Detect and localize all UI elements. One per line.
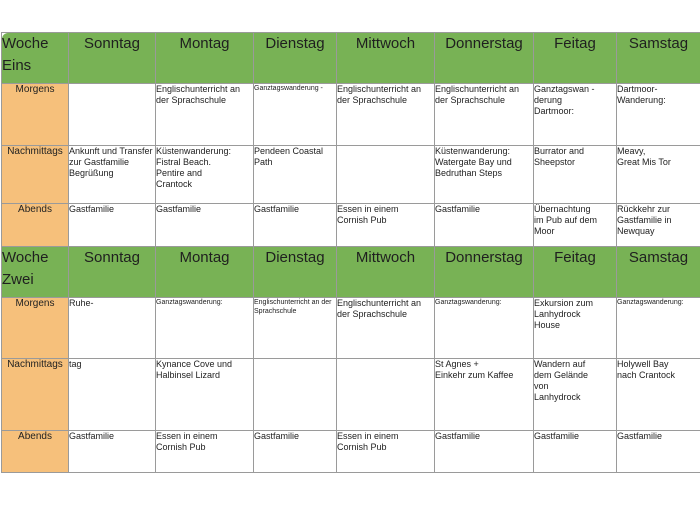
week1-abends-sonntag: Gastfamilie bbox=[69, 204, 156, 247]
week1-nachmittags-montag: Küstenwanderung: Fistral Beach. Pentire and Crantock bbox=[156, 146, 254, 204]
week1-abends-samstag: Rückkehr zur Gastfamilie in Newquay bbox=[617, 204, 700, 247]
week1-header-row bbox=[2, 33, 700, 84]
week2-nachmittags-row bbox=[2, 359, 700, 431]
week2-nachmittags-donnerstag: St Agnes + Einkehr zum Kaffee bbox=[435, 359, 534, 431]
week1-morgens-donnerstag: Englischunterricht an der Sprachschule bbox=[435, 84, 534, 146]
week2-day-dienstag: Dienstag bbox=[254, 247, 337, 298]
week2-morgens-donnerstag: Ganztagswanderung: bbox=[435, 298, 534, 359]
week2-morgens-montag: Ganztagswanderung: bbox=[156, 298, 254, 359]
week1-nachmittags-row bbox=[2, 146, 700, 204]
week2-nachmittags-montag: Kynance Cove und Halbinsel Lizard bbox=[156, 359, 254, 431]
week1-slot-nachmittags: Nachmittags bbox=[2, 146, 69, 204]
week2-title: Woche Zwei bbox=[2, 247, 69, 298]
schedule-table bbox=[1, 32, 700, 473]
week2-day-montag: Montag bbox=[156, 247, 254, 298]
week1-abends-donnerstag: Gastfamilie bbox=[435, 204, 534, 247]
week1-nachmittags-dienstag: Pendeen Coastal Path bbox=[254, 146, 337, 204]
week1-morgens-mittwoch: Englischunterricht an der Sprachschule bbox=[337, 84, 435, 146]
week1-nachmittags-sonntag: Ankunft und Transfer zur Gastfamilie Begrüßung bbox=[69, 146, 156, 204]
week1-day-donnerstag: Donnerstag bbox=[435, 33, 534, 84]
week2-nachmittags-feitag: Wandern auf dem Gelände von Lanhydrock bbox=[534, 359, 617, 431]
week1-slot-abends: Abends bbox=[2, 204, 69, 247]
week2-abends-donnerstag: Gastfamilie bbox=[435, 431, 534, 473]
week2-slot-abends: Abends bbox=[2, 431, 69, 473]
week1-abends-feitag: Übernachtung im Pub auf dem Moor bbox=[534, 204, 617, 247]
week1-morgens-montag: Englischunterricht an der Sprachschule bbox=[156, 84, 254, 146]
week2-morgens-sonntag: Ruhe- bbox=[69, 298, 156, 359]
week2-slot-morgens: Morgens bbox=[2, 298, 69, 359]
week2-nachmittags-sonntag: tag bbox=[69, 359, 156, 431]
week2-nachmittags-dienstag bbox=[254, 359, 337, 431]
week2-day-feitag: Feitag bbox=[534, 247, 617, 298]
week1-morgens-row bbox=[2, 84, 700, 146]
week2-nachmittags-mittwoch bbox=[337, 359, 435, 431]
week2-abends-samstag: Gastfamilie bbox=[617, 431, 700, 473]
week2-morgens-row bbox=[2, 298, 700, 359]
week2-nachmittags-samstag: Holywell Bay nach Crantock bbox=[617, 359, 700, 431]
week2-abends-mittwoch: Essen in einem Cornish Pub bbox=[337, 431, 435, 473]
week1-day-sonntag: Sonntag bbox=[69, 33, 156, 84]
week2-day-mittwoch: Mittwoch bbox=[337, 247, 435, 298]
week1-day-samstag: Samstag bbox=[617, 33, 700, 84]
week1-nachmittags-samstag: Meavy, Great Mis Tor bbox=[617, 146, 700, 204]
week1-nachmittags-feitag: Burrator and Sheepstor bbox=[534, 146, 617, 204]
week1-nachmittags-donnerstag: Küstenwanderung: Watergate Bay und Bedruthan Steps bbox=[435, 146, 534, 204]
week1-day-feitag: Feitag bbox=[534, 33, 617, 84]
week2-abends-montag: Essen in einem Cornish Pub bbox=[156, 431, 254, 473]
week2-morgens-mittwoch: Englischunterricht an der Sprachschule bbox=[337, 298, 435, 359]
week2-morgens-samstag: Ganztagswanderung: bbox=[617, 298, 700, 359]
week1-morgens-dienstag: Ganztagswanderung - bbox=[254, 84, 337, 146]
week1-abends-montag: Gastfamilie bbox=[156, 204, 254, 247]
week2-morgens-dienstag: Englischunterricht an der Sprachschule bbox=[254, 298, 337, 359]
week1-abends-dienstag: Gastfamilie bbox=[254, 204, 337, 247]
week1-day-mittwoch: Mittwoch bbox=[337, 33, 435, 84]
week1-nachmittags-mittwoch bbox=[337, 146, 435, 204]
week2-day-samstag: Samstag bbox=[617, 247, 700, 298]
week2-abends-row bbox=[2, 431, 700, 473]
week2-abends-dienstag: Gastfamilie bbox=[254, 431, 337, 473]
week2-abends-feitag: Gastfamilie bbox=[534, 431, 617, 473]
week2-day-sonntag: Sonntag bbox=[69, 247, 156, 298]
week1-morgens-feitag: Ganztagswan - derung Dartmoor: bbox=[534, 84, 617, 146]
week1-day-dienstag: Dienstag bbox=[254, 33, 337, 84]
week1-slot-morgens: Morgens bbox=[2, 84, 69, 146]
week2-morgens-feitag: Exkursion zum Lanhydrock House bbox=[534, 298, 617, 359]
week2-header-row bbox=[2, 247, 700, 298]
week2-day-donnerstag: Donnerstag bbox=[435, 247, 534, 298]
week1-title: Woche Eins bbox=[2, 33, 69, 84]
week1-abends-mittwoch: Essen in einem Cornish Pub bbox=[337, 204, 435, 247]
week1-morgens-samstag: Dartmoor- Wanderung: bbox=[617, 84, 700, 146]
week1-day-montag: Montag bbox=[156, 33, 254, 84]
week2-abends-sonntag: Gastfamilie bbox=[69, 431, 156, 473]
week1-abends-row bbox=[2, 204, 700, 247]
week1-morgens-sonntag bbox=[69, 84, 156, 146]
week2-slot-nachmittags: Nachmittags bbox=[2, 359, 69, 431]
